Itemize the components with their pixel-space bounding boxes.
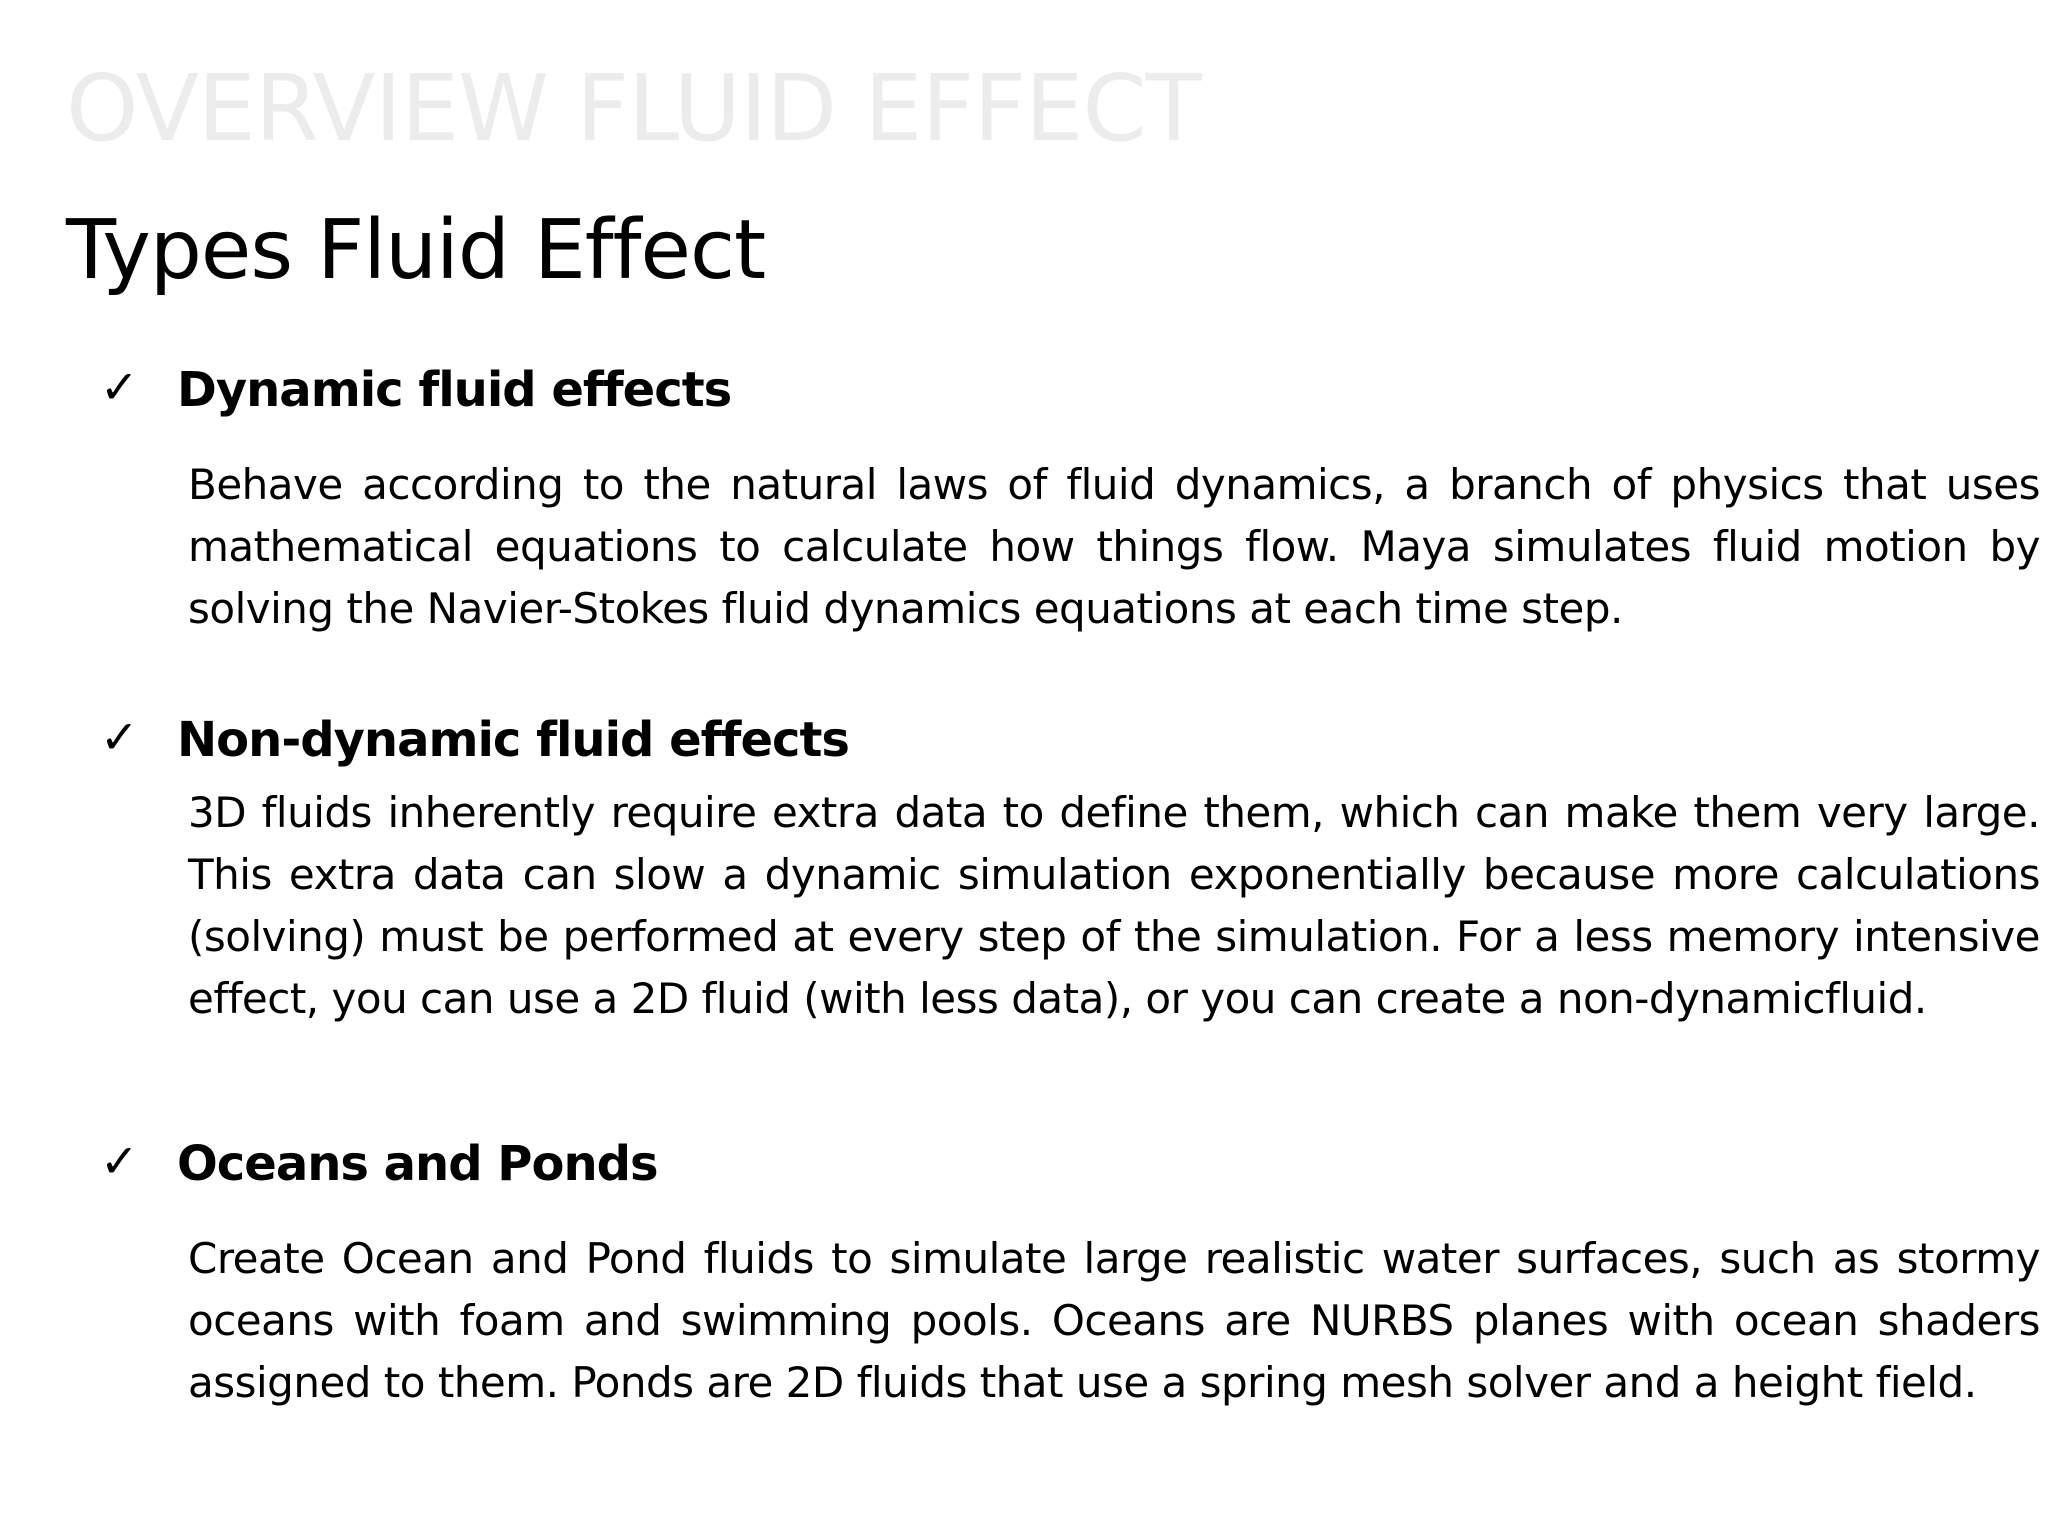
bullet-heading: Non-dynamic fluid effects <box>177 712 849 768</box>
section-non-dynamic-fluid-effects <box>0 710 2048 1023</box>
slide-title: Types Fluid Effect <box>66 203 766 298</box>
bullet-heading: Oceans and Ponds <box>177 1136 658 1192</box>
bullet-body: Create Ocean and Pond fluids to simulate large realistic water surfaces, such as stormy oceans with foam and swimming pools. Oceans are NURBS planes with ocean shaders assigned to them. Ponds are 2D fluids that use a spring mesh solver and a height field. <box>188 1234 2040 1407</box>
section-oceans-and-ponds <box>0 1134 2048 1407</box>
bullet-row <box>0 362 2048 432</box>
bullet-body: Behave according to the natural laws of fluid dynamics, a branch of physics that uses mathematical equations to calculate how things flow. Maya simulates fluid motion by solving the Navier-Stokes fluid dynamics equations at each time step. <box>188 460 2040 633</box>
section-dynamic-fluid-effects <box>0 360 2048 633</box>
bullet-row <box>0 1136 2048 1206</box>
header-watermark: OVERVIEW FLUID EFFECT <box>66 55 1201 162</box>
checkmark-icon: ✓ <box>100 1134 139 1188</box>
checkmark-icon: ✓ <box>100 360 139 414</box>
bullet-heading: Dynamic fluid effects <box>177 362 732 418</box>
bullet-row <box>0 712 2048 782</box>
checkmark-icon: ✓ <box>100 710 139 764</box>
bullet-body: 3D fluids inherently require extra data to define them, which can make them very large. This extra data can slow a dynamic simulation exponentially because more calculations (solving) must be performed at every step of the simulation. For a less memory intensive effect, you can use a 2D fluid (with less data), or you can create a non-dynamicfluid. <box>188 788 2040 1023</box>
